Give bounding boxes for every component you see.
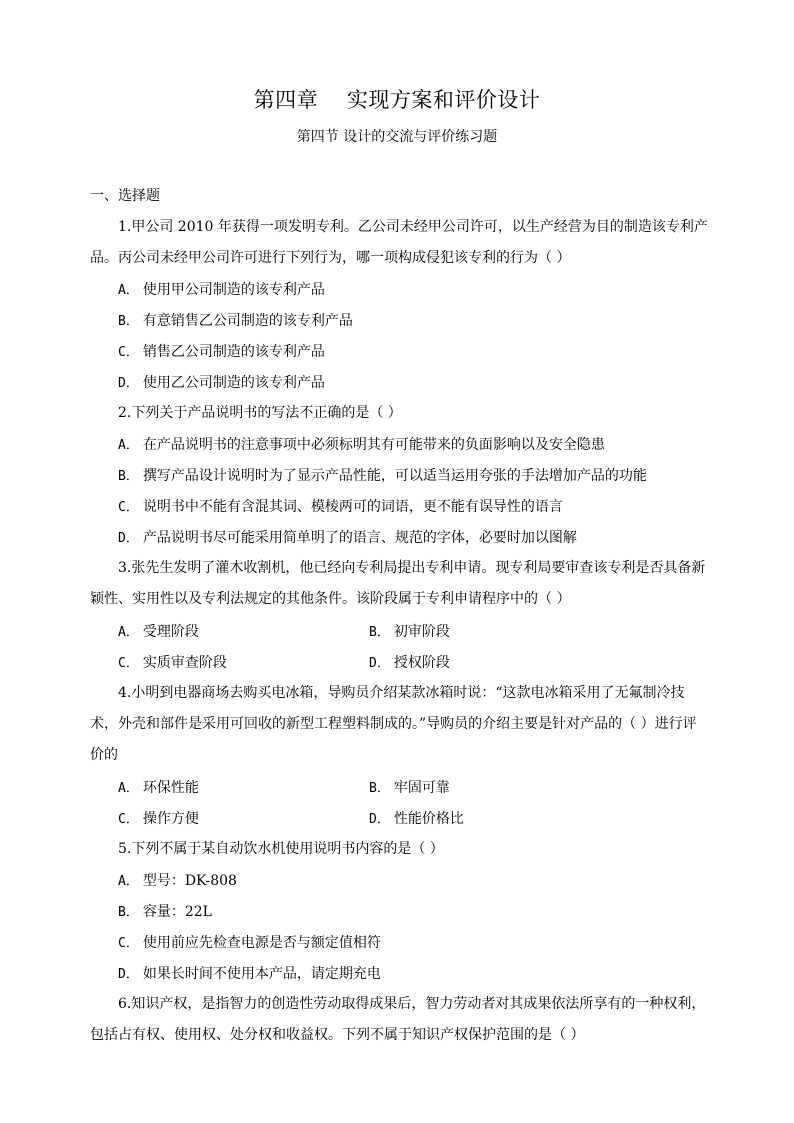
question-5: 5.下列不属于某自动饮水机使用说明书内容的是（ ） [118,841,444,857]
q5-option-c: C． 使用前应先检查电源是否与额定值相符 [118,935,381,951]
q3-option-d: D． 授权阶段 [369,655,450,671]
q3-option-c: C． 实质审查阶段 [118,655,227,671]
question-1: 1.甲公司 2010 年获得一项发明专利。乙公司未经甲公司许可，以生产经营为目的制造该专利产品。丙公司未经甲公司许可进行下列行为，哪一项构成侵犯该专利的行为（ ） [90,219,708,266]
q1-option-c: C． 销售乙公司制造的该专利产品 [118,344,325,360]
q2-option-b: B． 撰写产品设计说明时为了显示产品性能，可以适当运用夸张的手法增加产品的功能 [118,468,647,484]
q2-option-a: A． 在产品说明书的注意事项中必须标明其有可能带来的负面影响以及安全隐患 [118,437,605,453]
question-3: 3.张先生发明了灌木收割机，他已经向专利局提出专利申请。现专利局要审查该专利是否具备新颖性、实用性以及专利法规定的其他条件。该阶段属于专利申请程序中的（ ） [90,560,706,607]
q4-option-c: C． 操作方便 [118,811,199,827]
section-heading: 一、选择题 [90,188,160,204]
question-2: 2.下列关于产品说明书的写法不正确的是（ ） [118,405,402,421]
q5-option-a: A． 型号：DK-808 [118,873,237,889]
q2-option-d: D． 产品说明书尽可能采用简单明了的语言、规范的字体，必要时加以图解 [118,530,577,546]
q4-option-d: D． 性能价格比 [369,811,464,827]
q3-option-a: A． 受理阶段 [118,624,199,640]
q1-option-d: D． 使用乙公司制造的该专利产品 [118,375,325,391]
q1-option-a: A． 使用甲公司制造的该专利产品 [118,282,325,298]
page-subtitle: 第四节 设计的交流与评价练习题 [296,129,498,145]
q5-option-b: B． 容量：22L [118,904,212,920]
q2-option-c: C． 说明书中不能有含混其词、模棱两可的词语，更不能有误导性的语言 [118,499,563,515]
page-title: 第四章 实现方案和评价设计 [253,88,541,112]
q1-option-b: B． 有意销售乙公司制造的该专利产品 [118,313,353,329]
question-6: 6.知识产权，是指智力的创造性劳动取得成果后，智力劳动者对其成果依法所享有的一种权利，包括占有权、使用权、处分权和收益权。下列不属于知识产权保护范围的是（ ） [90,996,706,1043]
q3-option-b: B． 初审阶段 [369,624,450,640]
q5-option-d: D． 如果长时间不使用本产品，请定期充电 [118,966,381,982]
q4-option-b: B． 牢固可靠 [369,780,450,796]
q4-option-a: A． 环保性能 [118,780,199,796]
question-4: 4.小明到电器商场去购买电冰箱，导购员介绍某款冰箱时说：“这款电冰箱采用了无氟制冷技术，外壳和部件是采用可回收的新型工程塑料制成的。”导购员的介绍主要是针对产品的（ ）进行评价的 [90,685,697,763]
